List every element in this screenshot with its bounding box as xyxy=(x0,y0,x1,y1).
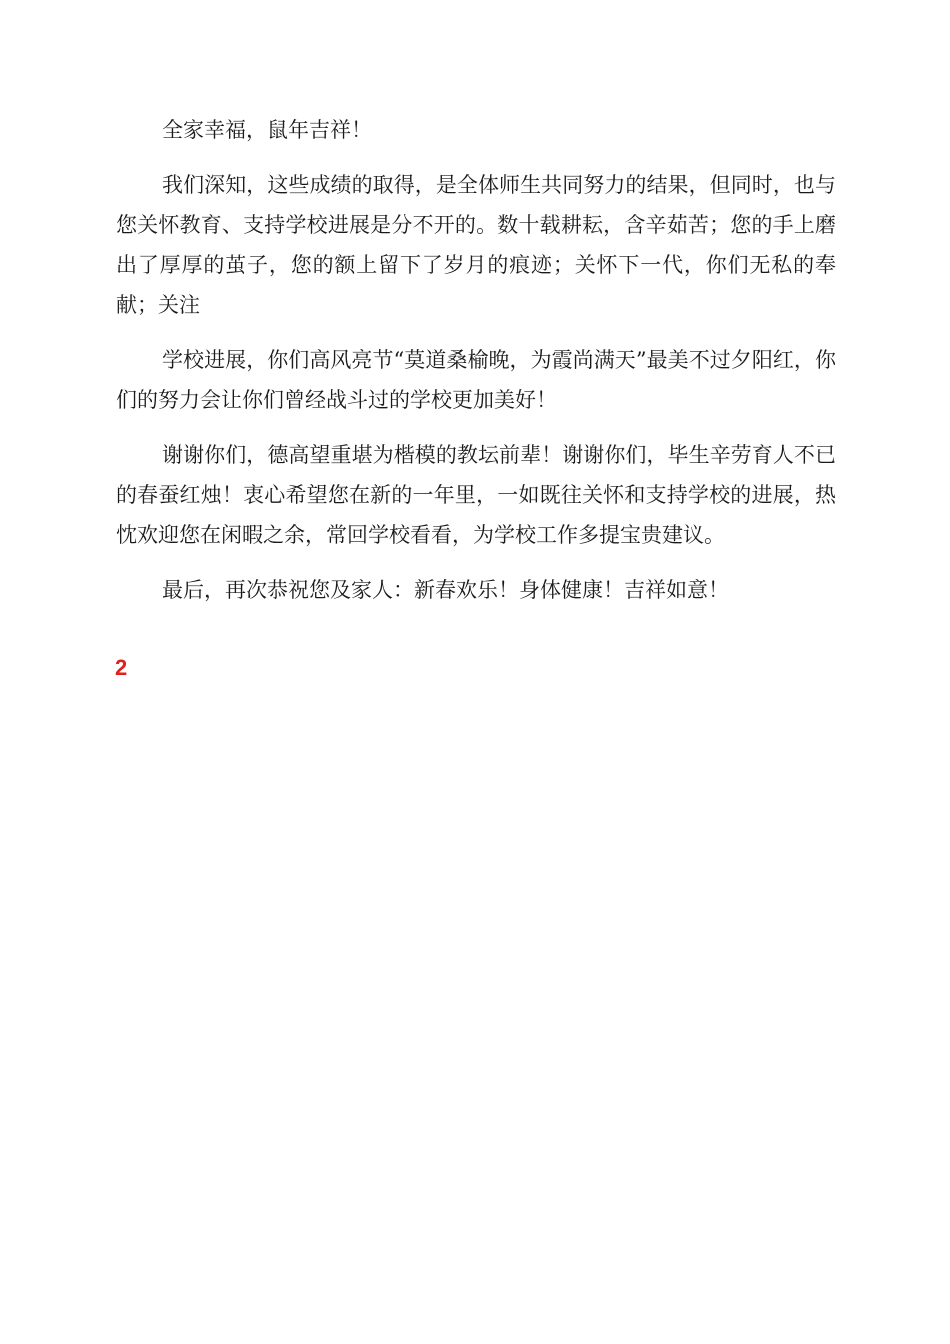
paragraph-thanks: 谢谢你们，德高望重堪为楷模的教坛前辈！谢谢你们，毕生辛劳育人不已的春蚕红烛！衷心希望您在新的一年里，一如既往关怀和支持学校的进展，热忱欢迎您在闲暇之余，常回学校看看，为学校工作多提宝贵建议。 xyxy=(116,443,836,547)
paragraph-greeting: 全家幸福，鼠年吉祥！ xyxy=(162,118,372,142)
paragraph-closing: 最后，再次恭祝您及家人：新春欢乐！身体健康！吉祥如意！ xyxy=(162,578,729,602)
paragraph-school-progress: 学校进展，你们高风亮节“莫道桑榆晚，为霞尚满天”最美不过夕阳红，你们的努力会让你们曾经战斗过的学校更加美好！ xyxy=(116,348,836,412)
page-number: 2 xyxy=(115,655,128,680)
document-body xyxy=(116,110,836,625)
paragraph-achievements: 我们深知，这些成绩的取得，是全体师生共同努力的结果，但同时，也与您关怀教育、支持学校进展是分不开的。数十载耕耘，含辛茹苦；您的手上磨出了厚厚的茧子，您的额上留下了岁月的痕迹；关怀下一代，你们无私的奉献；关注 xyxy=(116,173,836,317)
